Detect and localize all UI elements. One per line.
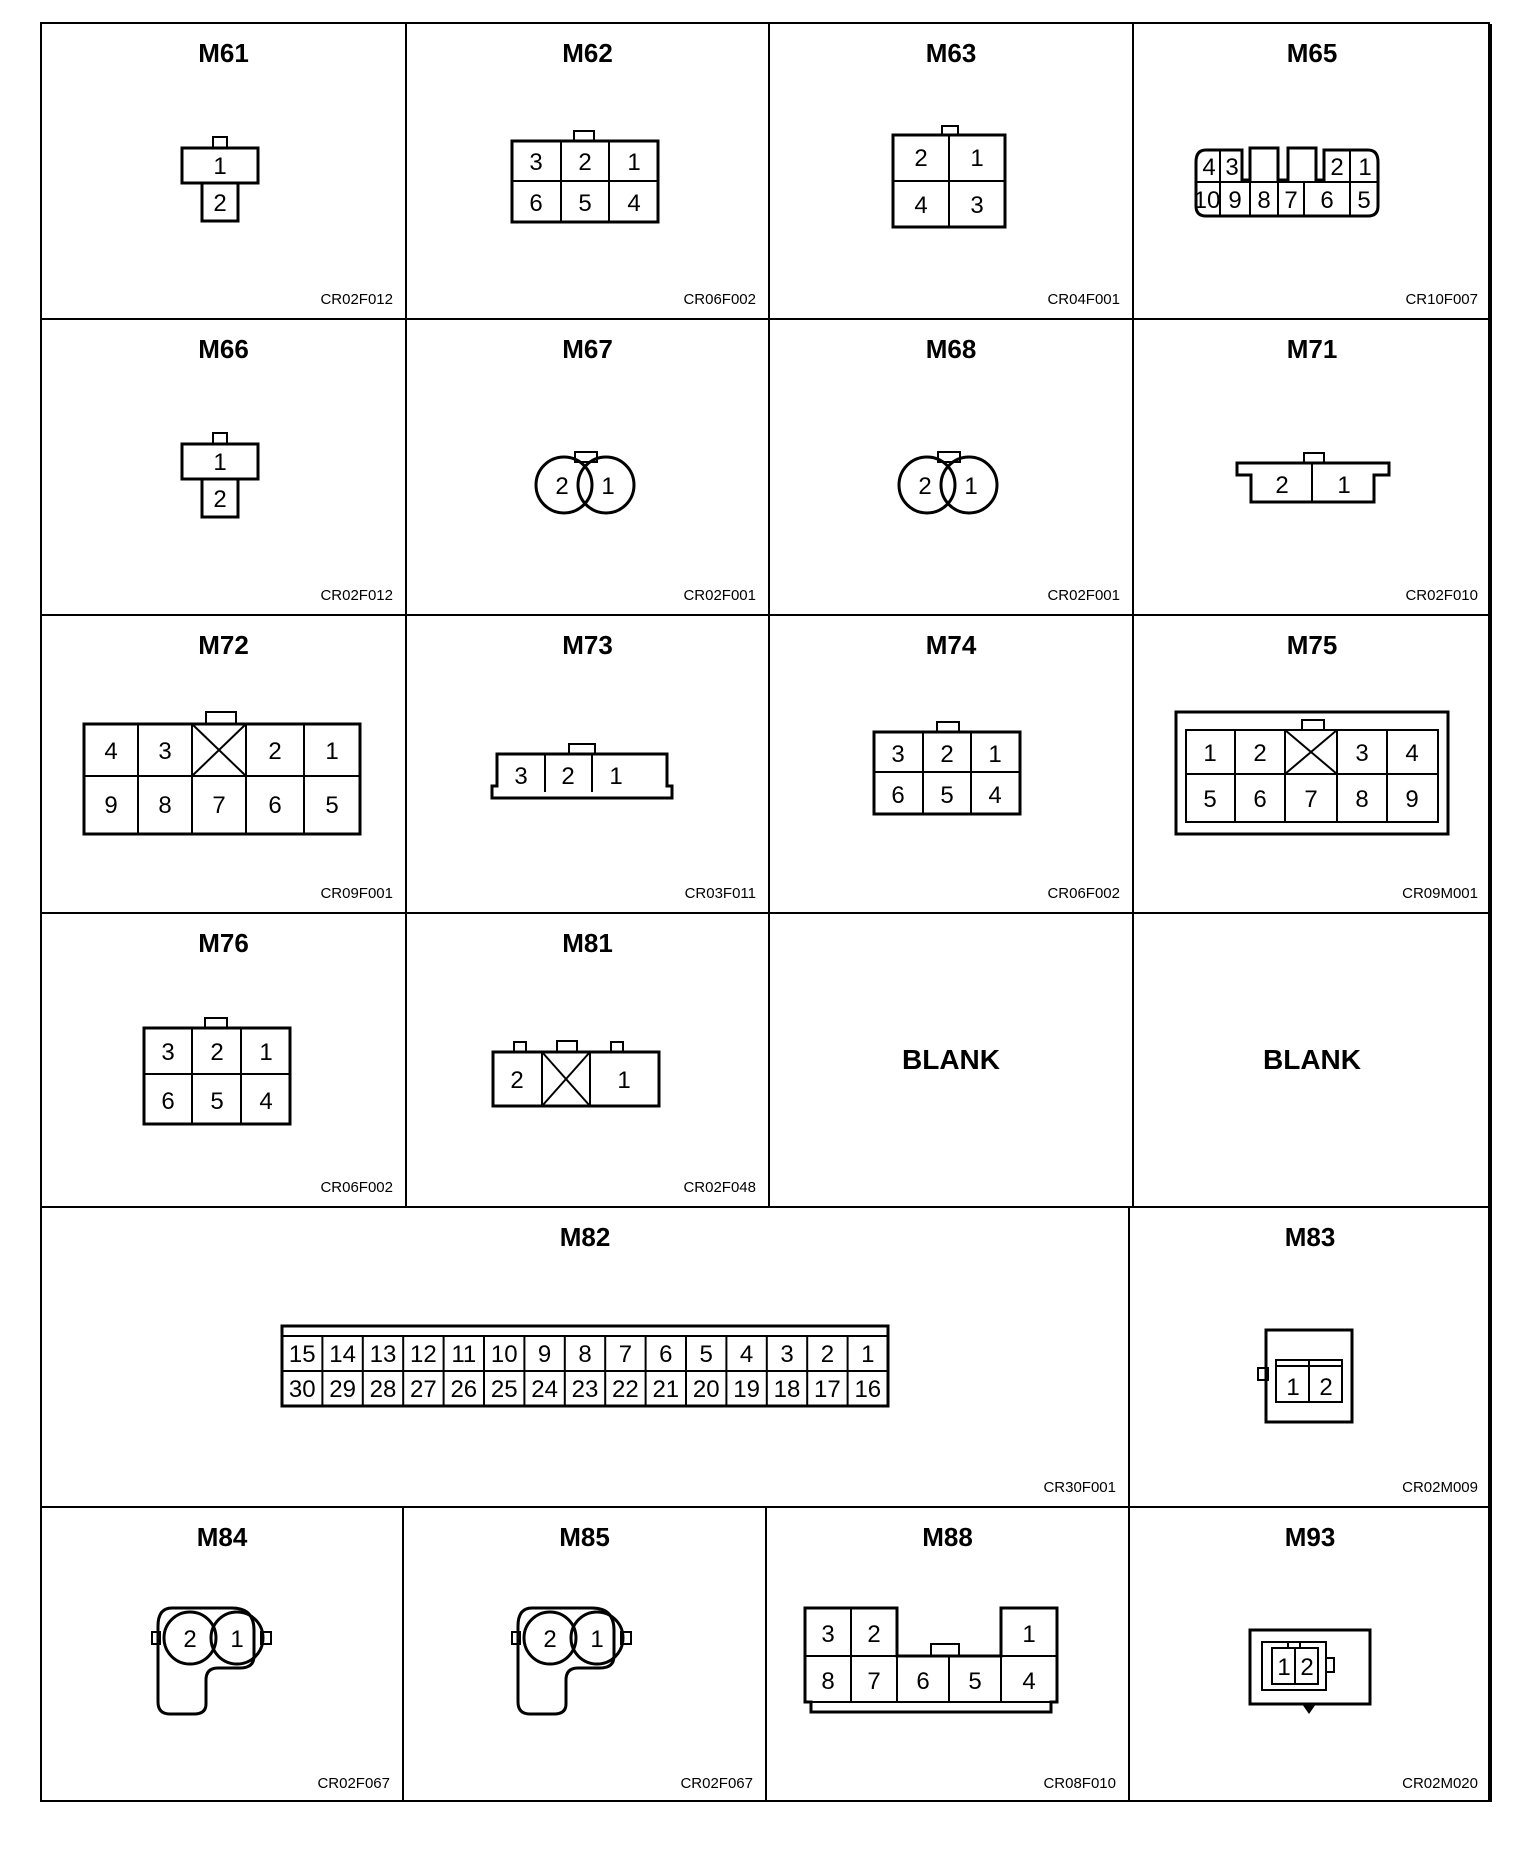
connector-code: CR06F002 xyxy=(683,291,756,308)
cell-m65 xyxy=(1134,24,1492,320)
connector-title: M75 xyxy=(1286,630,1338,660)
pin-label: 2 xyxy=(1275,472,1289,499)
pin-label: 2 xyxy=(555,473,569,500)
connector-code: CR02F001 xyxy=(683,587,756,604)
cell-blank-1 xyxy=(770,914,1134,1208)
pin-label: 2 xyxy=(561,763,575,790)
connector-code: CR02F001 xyxy=(1047,587,1120,604)
connector-title: M71 xyxy=(1286,334,1338,364)
pin-label: 12 xyxy=(410,1341,437,1368)
pin-label: 1 xyxy=(964,473,978,500)
cell-m76 xyxy=(42,914,407,1208)
pin-label: 4 xyxy=(988,782,1002,809)
cell-m88 xyxy=(767,1508,1130,1802)
connector-code: CR02F010 xyxy=(1405,587,1478,604)
connector-code: CR09F001 xyxy=(320,885,393,902)
pin-label: 2 xyxy=(578,149,592,176)
connector-title: M81 xyxy=(562,928,613,958)
cell-blank-2 xyxy=(1134,914,1492,1208)
blank-label: BLANK xyxy=(1263,1044,1361,1075)
pin-label: 13 xyxy=(369,1341,397,1368)
connector-title: M63 xyxy=(925,38,977,68)
connector-m75-diagram xyxy=(1134,616,1492,914)
connector-m83-diagram xyxy=(1130,1208,1492,1508)
connector-code: CR02F012 xyxy=(320,291,393,308)
pin-label: 1 xyxy=(230,1626,244,1653)
pin-label: 1 xyxy=(213,153,227,180)
connector-m76-diagram xyxy=(42,914,407,1208)
pin-label: 16 xyxy=(854,1376,882,1403)
connector-title: M85 xyxy=(559,1522,610,1552)
connector-code: CR02F067 xyxy=(317,1775,390,1792)
pin-label: 1 xyxy=(1022,1621,1036,1648)
pin-label: 24 xyxy=(531,1376,558,1403)
cell-m83 xyxy=(1130,1208,1492,1508)
pin-label: 2 xyxy=(820,1341,835,1368)
pin-label: 1 xyxy=(627,149,641,176)
connector-m63-diagram xyxy=(770,24,1134,320)
pin-label: 2 xyxy=(1330,154,1344,181)
connector-code: CR06F002 xyxy=(1047,885,1120,902)
connector-grid xyxy=(40,22,1490,1802)
pin-label: 2 xyxy=(543,1626,557,1653)
cell-m75 xyxy=(1134,616,1492,914)
pin-label: 27 xyxy=(410,1376,437,1403)
pin-label: 2 xyxy=(213,190,227,217)
pin-label: 8 xyxy=(158,792,172,819)
pin-label: 7 xyxy=(212,792,226,819)
pin-label: 3 xyxy=(970,192,984,219)
pin-label: 2 xyxy=(1319,1374,1333,1401)
pin-label: 4 xyxy=(1405,740,1419,767)
connector-m61-diagram xyxy=(42,24,407,320)
connector-m72-diagram xyxy=(42,616,407,914)
pin-label: 2 xyxy=(940,741,954,768)
pin-label: 8 xyxy=(821,1668,835,1695)
connector-m66-diagram xyxy=(42,320,407,616)
connector-m93-diagram xyxy=(1130,1508,1492,1802)
pin-label: 4 xyxy=(627,190,641,217)
pin-label: 5 xyxy=(699,1341,713,1368)
connector-code: CR08F010 xyxy=(1043,1775,1116,1792)
pin-label: 5 xyxy=(940,782,954,809)
connector-m81-diagram xyxy=(407,914,770,1208)
pin-label: 30 xyxy=(288,1376,316,1403)
pin-label: 6 xyxy=(916,1668,930,1695)
pin-label: 10 xyxy=(1193,187,1221,214)
pin-label: 2 xyxy=(1300,1654,1314,1681)
pin-label: 8 xyxy=(1355,786,1369,813)
pin-label: 4 xyxy=(1022,1668,1036,1695)
connector-code: CR09M001 xyxy=(1402,885,1478,902)
blank-label: BLANK xyxy=(902,1044,1000,1075)
connector-title: M67 xyxy=(562,334,613,364)
connector-code: CR02F067 xyxy=(680,1775,753,1792)
pin-label: 2 xyxy=(1253,740,1267,767)
connector-m82-diagram xyxy=(42,1208,1130,1508)
pin-label: 6 xyxy=(1320,187,1334,214)
connector-m85-diagram xyxy=(404,1508,767,1802)
pin-label: 7 xyxy=(1304,786,1318,813)
connector-m68-diagram xyxy=(770,320,1134,616)
cell-m93 xyxy=(1130,1508,1492,1802)
connector-code: CR02F048 xyxy=(683,1179,756,1196)
pin-label: 3 xyxy=(514,763,528,790)
pin-label: 6 xyxy=(268,792,282,819)
connector-code: CR02F012 xyxy=(320,587,393,604)
cell-m84 xyxy=(42,1508,404,1802)
pin-label: 22 xyxy=(612,1376,639,1403)
pin-label: 3 xyxy=(891,741,905,768)
pin-label: 7 xyxy=(618,1341,633,1368)
pin-label: 7 xyxy=(867,1668,881,1695)
pin-label: 1 xyxy=(259,1039,273,1066)
cell-m85 xyxy=(404,1508,767,1802)
pin-label: 5 xyxy=(1203,786,1217,813)
connector-title: M61 xyxy=(198,38,249,68)
connector-title: M68 xyxy=(925,334,977,364)
connector-m73-diagram xyxy=(407,616,770,914)
pin-label: 17 xyxy=(814,1376,841,1403)
pin-label: 1 xyxy=(1286,1374,1300,1401)
connector-m74-diagram xyxy=(770,616,1134,914)
pin-label: 1 xyxy=(970,145,984,172)
cell-m82 xyxy=(42,1208,1130,1508)
pin-label: 1 xyxy=(1358,154,1372,181)
cell-m73 xyxy=(407,616,770,914)
connector-m65-diagram xyxy=(1134,24,1492,320)
pin-label: 6 xyxy=(659,1341,673,1368)
pin-label: 1 xyxy=(601,473,615,500)
pin-label: 10 xyxy=(490,1341,518,1368)
pin-label: 14 xyxy=(329,1341,356,1368)
pin-label: 5 xyxy=(210,1088,224,1115)
pin-label: 2 xyxy=(867,1621,881,1648)
pin-label: 9 xyxy=(537,1341,552,1368)
cell-m62 xyxy=(407,24,770,320)
pin-label: 3 xyxy=(1225,154,1239,181)
pin-label: 6 xyxy=(891,782,905,809)
cell-m66 xyxy=(42,320,407,616)
connector-code: CR10F007 xyxy=(1405,291,1478,308)
pin-label: 3 xyxy=(780,1341,794,1368)
cell-m61 xyxy=(42,24,407,320)
pin-label: 3 xyxy=(161,1039,175,1066)
pin-label: 9 xyxy=(1228,187,1242,214)
cell-m71 xyxy=(1134,320,1492,616)
pin-label: 8 xyxy=(578,1341,592,1368)
connector-title: M65 xyxy=(1286,38,1338,68)
pin-label: 11 xyxy=(451,1341,477,1368)
pin-label: 1 xyxy=(1337,472,1351,499)
connector-code: CR30F001 xyxy=(1043,1479,1116,1496)
pin-label: 4 xyxy=(1202,154,1216,181)
connector-title: M88 xyxy=(922,1522,973,1552)
pin-label: 6 xyxy=(529,190,543,217)
pin-label: 3 xyxy=(821,1621,835,1648)
pin-label: 1 xyxy=(861,1341,875,1368)
connector-code: CR03F011 xyxy=(684,885,756,902)
pin-label: 8 xyxy=(1257,187,1271,214)
connector-title: M84 xyxy=(196,1522,248,1552)
connector-m67-diagram xyxy=(407,320,770,616)
cell-m72 xyxy=(42,616,407,914)
pin-label: 7 xyxy=(1284,187,1298,214)
cell-m74 xyxy=(770,616,1134,914)
connector-code: CR04F001 xyxy=(1047,291,1120,308)
pin-label: 5 xyxy=(578,190,592,217)
pin-label: 3 xyxy=(529,149,543,176)
connector-title: M62 xyxy=(562,38,613,68)
connector-title: M73 xyxy=(562,630,613,660)
pin-label: 25 xyxy=(490,1376,518,1403)
pin-label: 1 xyxy=(325,738,339,765)
connector-code: CR06F002 xyxy=(320,1179,393,1196)
pin-label: 26 xyxy=(450,1376,478,1403)
connector-m88-diagram xyxy=(767,1508,1130,1802)
pin-label: 6 xyxy=(161,1088,175,1115)
pin-label: 2 xyxy=(510,1067,524,1094)
connector-m84-diagram xyxy=(42,1508,404,1802)
pin-label: 5 xyxy=(325,792,339,819)
pin-label: 23 xyxy=(571,1376,599,1403)
pin-label: 2 xyxy=(213,486,227,513)
connector-title: M72 xyxy=(198,630,249,660)
pin-label: 2 xyxy=(268,738,282,765)
pin-label: 28 xyxy=(369,1376,397,1403)
pin-label: 1 xyxy=(213,449,227,476)
connector-m62-diagram xyxy=(407,24,770,320)
pin-label: 1 xyxy=(617,1067,631,1094)
pin-label: 6 xyxy=(1253,786,1267,813)
connector-code: CR02M009 xyxy=(1402,1479,1478,1496)
connector-code: CR02M020 xyxy=(1402,1775,1478,1792)
pin-label: 2 xyxy=(918,473,932,500)
cell-m81 xyxy=(407,914,770,1208)
connector-title: M93 xyxy=(1284,1522,1336,1552)
pin-label: 4 xyxy=(259,1088,273,1115)
connector-title: M74 xyxy=(925,630,977,660)
connector-title: M66 xyxy=(198,334,249,364)
pin-label: 3 xyxy=(1355,740,1369,767)
pin-label: 29 xyxy=(329,1376,356,1403)
pin-label: 1 xyxy=(1203,740,1217,767)
connector-m71-diagram xyxy=(1134,320,1492,616)
pin-label: 15 xyxy=(288,1341,316,1368)
pin-label: 1 xyxy=(590,1626,604,1653)
connector-title: M82 xyxy=(559,1222,611,1252)
cell-m67 xyxy=(407,320,770,616)
pin-label: 20 xyxy=(692,1376,720,1403)
pin-label: 1 xyxy=(988,741,1002,768)
pin-label: 19 xyxy=(733,1376,760,1403)
pin-label: 18 xyxy=(773,1376,801,1403)
pin-label: 5 xyxy=(1357,187,1371,214)
pin-label: 21 xyxy=(652,1376,680,1403)
cell-m68 xyxy=(770,320,1134,616)
pin-label: 3 xyxy=(158,738,172,765)
cell-m63 xyxy=(770,24,1134,320)
pin-label: 9 xyxy=(104,792,118,819)
pin-label: 4 xyxy=(914,192,928,219)
connector-title: M76 xyxy=(198,928,249,958)
pin-label: 1 xyxy=(1277,1654,1291,1681)
pin-label: 2 xyxy=(210,1039,224,1066)
pin-label: 2 xyxy=(914,145,928,172)
pin-label: 4 xyxy=(104,738,118,765)
m82-pin-grid xyxy=(282,1326,888,1406)
pin-label: 1 xyxy=(609,763,623,790)
pin-label: 9 xyxy=(1405,786,1419,813)
pin-label: 4 xyxy=(739,1341,754,1368)
pin-label: 5 xyxy=(968,1668,982,1695)
pin-label: 2 xyxy=(183,1626,197,1653)
connector-title: M83 xyxy=(1284,1222,1336,1252)
